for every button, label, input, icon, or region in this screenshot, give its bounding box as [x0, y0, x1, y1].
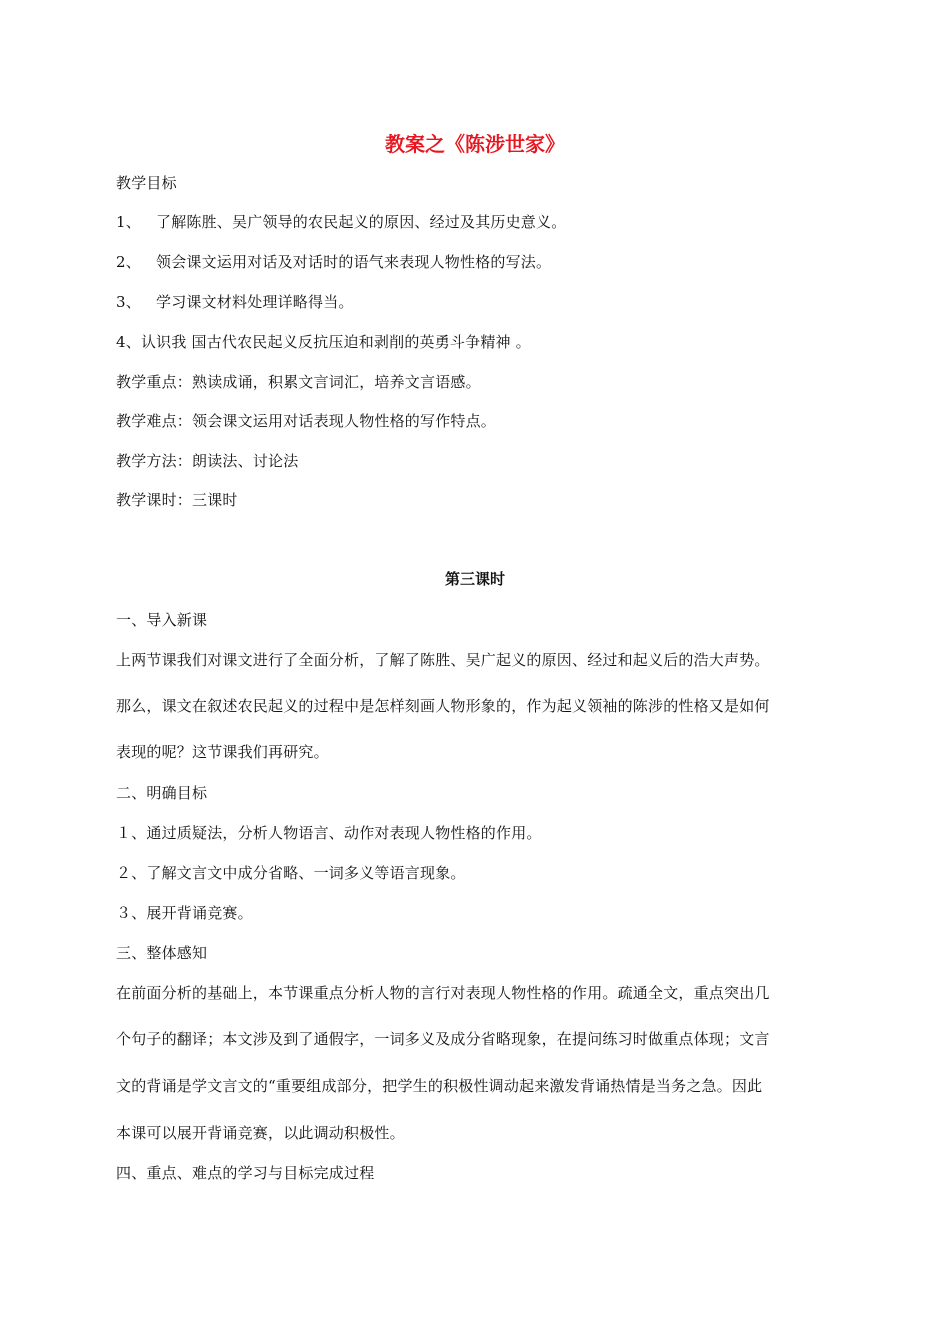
- section-3-line: 在前面分析的基础上，本节课重点分析人物的言行对表现人物性格的作用。疏通全文，重点突出几: [116, 984, 770, 1002]
- section-3-line: 个句子的翻译；本文涉及到了通假字，一词多义及成分省略现象，在提问练习时做重点体现；文言: [116, 1030, 770, 1048]
- objective-text: 领会课文运用对话及对话时的语气来表现人物性格的写法。: [156, 253, 552, 271]
- objective-item-2: [116, 252, 846, 272]
- section-2-item: ３、展开背诵竞赛。: [116, 904, 253, 922]
- objective-text: 了解陈胜、吴广领导的农民起义的原因、经过及其历史意义。: [156, 213, 567, 231]
- section-1-line: 上两节课我们对课文进行了全面分析，了解了陈胜、吴广起义的原因、经过和起义后的浩大声势。: [116, 651, 770, 669]
- objective-number: 3、: [116, 293, 141, 311]
- teaching-method: 教学方法：朗读法、讨论法: [116, 452, 299, 470]
- section-1-line: 表现的呢？这节课我们再研究。: [116, 743, 329, 761]
- objective-number: 1、: [116, 213, 141, 231]
- section-3-heading: 三、整体感知: [116, 944, 208, 962]
- objective-item-1: [116, 212, 846, 232]
- section-2-heading: 二、明确目标: [116, 784, 208, 802]
- section-3-line: 文的背诵是学文言文的“重要组成部分，把学生的积极性调动起来激发背诵热情是当务之急。因此: [116, 1077, 763, 1095]
- objective-text: 学习课文材料处理详略得当。: [156, 293, 354, 311]
- document-title: 教案之《陈涉世家》: [385, 132, 565, 156]
- objective-item-3: [116, 292, 846, 312]
- teaching-hours: 教学课时：三课时: [116, 491, 238, 509]
- objective-number: 2、: [116, 253, 141, 271]
- lesson-title: 第三课时: [444, 570, 505, 588]
- section-3-line: 本课可以展开背诵竞赛，以此调动积极性。: [116, 1124, 405, 1142]
- section-1-line: 那么，课文在叙述农民起义的过程中是怎样刻画人物形象的，作为起义领袖的陈涉的性格又是如何: [116, 697, 770, 715]
- section-1-heading: 一、导入新课: [116, 611, 208, 629]
- key-point: 教学重点：熟读成诵，积累文言词汇，培养文言语感。: [116, 373, 481, 391]
- objectives-heading: 教学目标: [116, 174, 177, 192]
- section-2-item: ２、了解文言文中成分省略、一词多义等语言现象。: [116, 864, 466, 882]
- section-2-item: １、通过质疑法，分析人物语言、动作对表现人物性格的作用。: [116, 824, 542, 842]
- objective-item-4: 4、认识我 国古代农民起义反抗压迫和剥削的英勇斗争精神 。: [116, 333, 531, 351]
- section-4-heading: 四、重点、难点的学习与目标完成过程: [116, 1164, 375, 1182]
- difficulty: 教学难点：领会课文运用对话表现人物性格的写作特点。: [116, 412, 497, 430]
